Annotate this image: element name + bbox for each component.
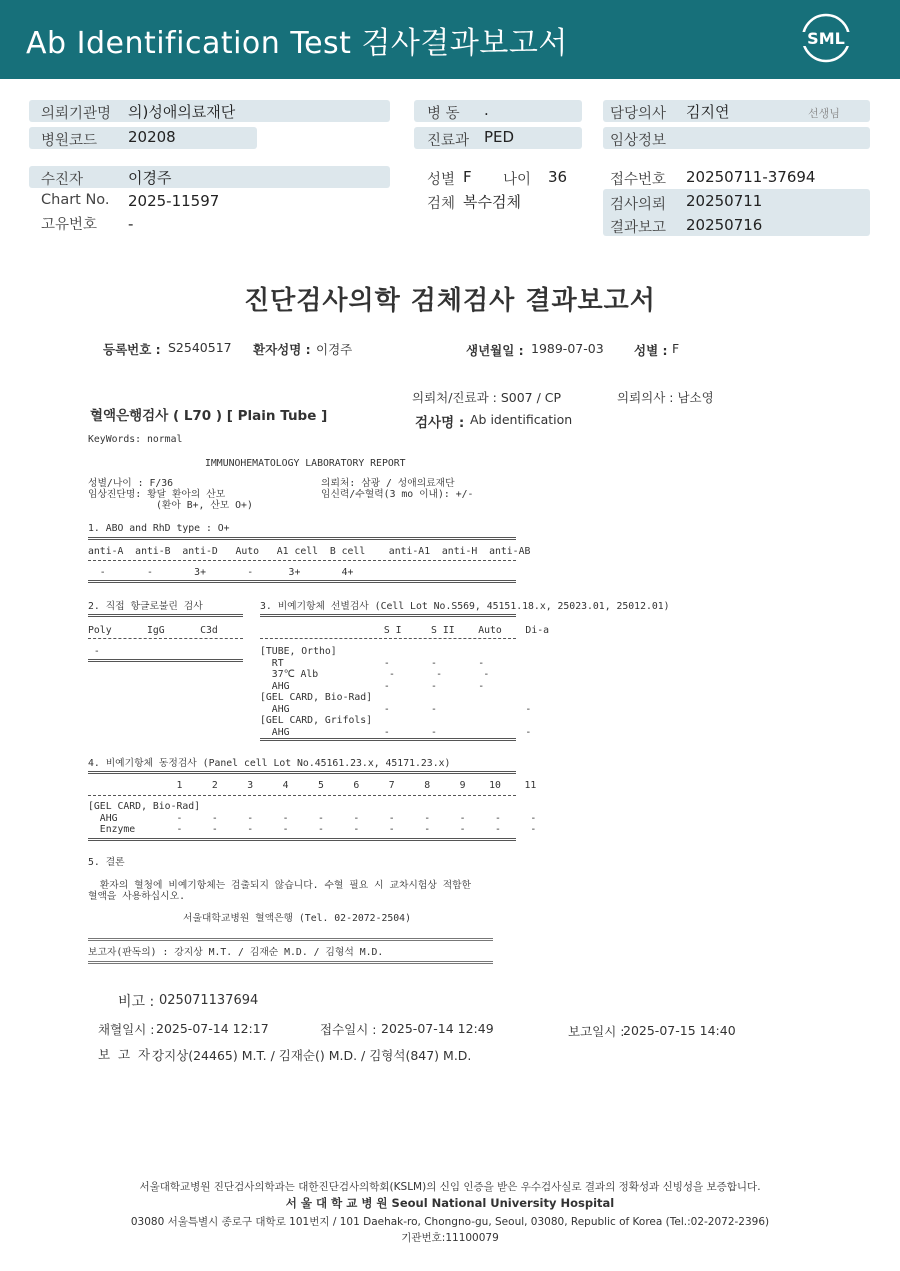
rsex-value: F	[672, 341, 680, 356]
reg-label: 등록번호 :	[103, 342, 161, 357]
doctor-value: 김지연	[686, 103, 730, 121]
rsex-label: 성별 :	[634, 343, 668, 358]
sexage: 성별/나이 : F/36	[88, 478, 174, 489]
hospital-code-label: 병원코드	[41, 133, 98, 149]
report-title: 진단검사의학 검체검사 결과보고서	[244, 286, 656, 316]
keywords: KeyWords: normal	[88, 434, 183, 445]
sec3-rule-top	[260, 614, 516, 617]
patient-label: 수진자	[41, 172, 84, 188]
sec1-title: 1. ABO and RhD type : O+	[88, 523, 230, 534]
doctor-suffix: 선생님	[808, 107, 840, 120]
page-title: Ab Identification Test 검사결과보고서	[26, 26, 568, 61]
sec4-title: 4. 비예기항체 동정검사 (Panel cell Lot No.45161.23.x, 45171.23.x)	[88, 758, 451, 769]
patient-band	[29, 166, 390, 188]
footer-line1: 서울대학교병원 진단검사의학과는 대한진단검사의학회(KSLM)의 신임 인증을 받은 우수검사실로 결과의 정확성과 신빙성을 보증합니다.	[139, 1181, 761, 1193]
referrer: 의뢰처: 삼광 / 성애의료재단	[321, 478, 455, 489]
patient-value: 이경주	[128, 169, 172, 187]
dept-value: PED	[484, 128, 515, 146]
uid-value: -	[128, 215, 134, 233]
report-time-value: 2025-07-15 14:40	[623, 1023, 736, 1038]
clinical-label: 임상정보	[610, 133, 667, 149]
sec1-rule-bot	[88, 580, 516, 583]
name-label: 환자성명 :	[253, 342, 311, 357]
collect-label: 채혈일시 :	[98, 1022, 155, 1037]
sec4-rule-bot	[88, 838, 516, 841]
request-label: 검사의뢰	[610, 197, 667, 213]
name-value: 이경주	[316, 342, 353, 357]
sex-value: F	[463, 168, 472, 186]
sec3-rule-mid	[260, 638, 516, 639]
receive-label: 접수일시 :	[320, 1022, 377, 1037]
receipt-label: 접수번호	[610, 172, 667, 188]
footer-line2: 서 울 대 학 교 병 원 Seoul National University Hospital	[285, 1196, 615, 1210]
conclusion-line1: 환자의 혈청에 비예기항체는 검출되지 않습니다. 수혈 필요 시 교차시험상 적합한	[88, 880, 472, 891]
sec2-value: -	[88, 646, 100, 657]
logo-text: SML	[807, 29, 845, 48]
age-label: 나이	[503, 172, 532, 188]
sec1-values: - - 3+ - 3+ 4+	[88, 567, 354, 578]
request-value: 20250711	[686, 192, 763, 210]
ward-value: .	[484, 101, 489, 119]
dob-label: 생년월일 :	[466, 343, 524, 358]
receive-value: 2025-07-14 12:49	[381, 1021, 494, 1036]
receipt-value: 20250711-37694	[686, 168, 816, 186]
sml-logo	[800, 12, 852, 64]
chart-value: 2025-11597	[128, 192, 220, 210]
report-value: 20250716	[686, 216, 763, 234]
header-bar	[0, 0, 900, 79]
bloodbank-line: 서울대학교병원 혈액은행 (Tel. 02-2072-2504)	[183, 913, 411, 924]
conclusion-line2: 혈액을 사용하십시오.	[88, 891, 185, 902]
footer-line3: 03080 서울특별시 종로구 대학로 101번지 / 101 Daehak-ro, Chongno-gu, Seoul, 03080, Republic of Korea (Tel.:02-2072-2396)	[130, 1216, 770, 1228]
sec1-rule-top	[88, 537, 516, 540]
reporter-value: 강지상(24465) M.T. / 김재순() M.D. / 김형석(847) M.D.	[152, 1048, 472, 1063]
reg-value: S2540517	[168, 340, 232, 355]
sec1-header: anti-A anti-B anti-D Auto A1 cell B cell anti-A1 anti-H anti-AB	[88, 546, 531, 557]
sec2-header: Poly IgG C3d	[88, 625, 218, 636]
sec2-rule-mid	[88, 638, 243, 639]
reporters-rule-top	[88, 938, 493, 941]
ward-label: 병 동	[427, 106, 460, 122]
sec3-rule-bot	[260, 738, 516, 741]
age-value: 36	[548, 168, 568, 186]
report-time-label: 보고일시 :	[568, 1024, 625, 1039]
sec4-rows: [GEL CARD, Bio-Rad] AHG - - - - - - - - - - - Enzyme - - - - - - - - - - -	[88, 801, 537, 835]
footer-line4: 기관번호:11100079	[401, 1232, 499, 1244]
req-doc-line: 의뢰의사 : 남소영	[617, 390, 714, 405]
uid-label: 고유번호	[41, 217, 98, 233]
diag-line2: (환아 B+, 산모 O+)	[156, 500, 253, 511]
dept-line: 의뢰처/진료과 : S007 / CP	[412, 390, 562, 405]
preg-line: 임신력/수혈력(3 mo 이내): +/-	[321, 489, 474, 500]
test-group: 혈액은행검사 ( L70 ) [ Plain Tube ]	[90, 408, 328, 424]
lab-report-title: IMMUNOHEMATOLOGY LABORATORY REPORT	[205, 458, 406, 469]
dob-value: 1989-07-03	[531, 341, 604, 356]
reporters-line: 보고자(판독의) : 강지상 M.T. / 김재순 M.D. / 김형석 M.D.	[88, 947, 384, 958]
sec1-rule-mid	[88, 560, 516, 561]
sec4-rule-top	[88, 771, 516, 774]
sec4-rule-mid	[88, 795, 516, 796]
sec2-rule-bot	[88, 659, 243, 662]
note-label: 비고 :	[118, 994, 155, 1010]
diag-line1: 임상진단명: 황달 환아의 산모	[88, 489, 226, 500]
sec5-title: 5. 결론	[88, 857, 125, 868]
institution-label: 의뢰기관명	[41, 106, 112, 122]
test-name-value: Ab identification	[470, 412, 573, 427]
hospital-code-value: 20208	[128, 128, 176, 146]
sec2-rule-top	[88, 614, 243, 617]
doctor-label: 담당의사	[610, 106, 667, 122]
collect-value: 2025-07-14 12:17	[156, 1021, 269, 1036]
test-name-label: 검사명 :	[415, 415, 465, 431]
sex-label: 성별	[427, 172, 456, 188]
reporters-rule-bot	[88, 961, 493, 964]
sec3-rows: [TUBE, Ortho] RT - - - 37℃ Alb - - - AHG - - - [GEL CARD, Bio-Rad] AHG - - - [GEL CARD, Grifols] AHG - - -	[260, 646, 532, 738]
institution-value: 의)성애의료재단	[128, 103, 236, 121]
sec4-header: 1 2 3 4 5 6 7 8 9 10 11	[88, 780, 537, 791]
note-value: 025071137694	[159, 993, 259, 1008]
specimen-label: 검체	[427, 196, 456, 212]
sec3-title: 3. 비예기항체 선별검사 (Cell Lot No.S569, 45151.18.x, 25023.01, 25012.01)	[260, 601, 670, 612]
report-label: 결과보고	[610, 220, 667, 236]
specimen-value: 복수검체	[463, 193, 521, 211]
reporter-label: 보 고 자 :	[98, 1047, 159, 1062]
sec3-header: S I S II Auto Di-a	[260, 625, 550, 636]
dept-label: 진료과	[427, 133, 470, 149]
chart-label: Chart No.	[41, 192, 110, 208]
sec2-title: 2. 직접 항글로불린 검사	[88, 601, 203, 612]
